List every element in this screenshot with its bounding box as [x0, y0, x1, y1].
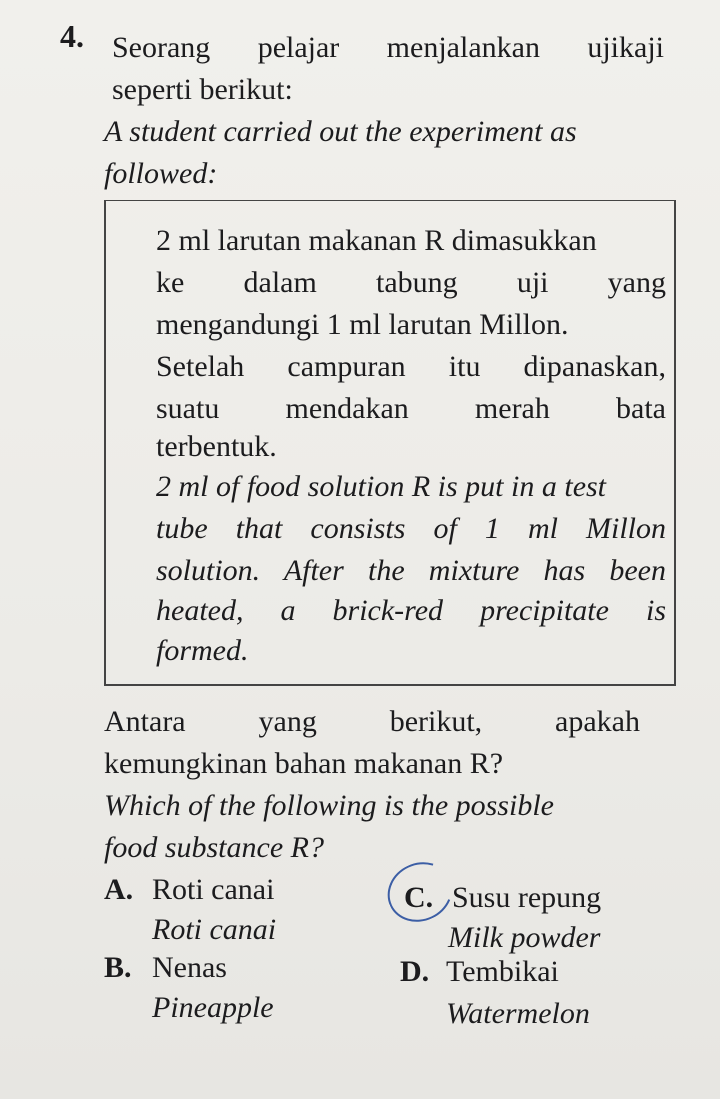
box-english-line-4: heated, a brick-red precipitate is: [156, 594, 666, 627]
box-malay-line-4: Setelah campuran itu dipanaskan,: [156, 350, 666, 383]
box-english-line-5: formed.: [156, 634, 249, 667]
box-malay-line-3: mengandungi 1 ml larutan Millon.: [156, 308, 569, 341]
option-a-malay: Roti canai: [152, 873, 275, 906]
option-b-letter: B.: [104, 951, 132, 984]
option-c-malay: Susu repung: [452, 881, 602, 914]
english-intro-line-2: followed:: [104, 157, 218, 190]
box-english-line-3: solution. After the mixture has been: [156, 554, 666, 587]
question-number: 4.: [60, 18, 84, 54]
box-malay-line-5: suatu mendakan merah bata: [156, 392, 666, 425]
malay-prompt-line-1: Antara yang berikut, apakah: [104, 705, 640, 738]
box-malay-line-6: terbentuk.: [156, 430, 277, 463]
box-malay-line-2: ke dalam tabung uji yang: [156, 266, 666, 299]
malay-prompt-line-2: kemungkinan bahan makanan R?: [104, 747, 504, 780]
malay-intro-line-2: seperti berikut:: [112, 73, 293, 106]
option-a-letter: A.: [104, 873, 134, 906]
box-malay-line-1: 2 ml larutan makanan R dimasukkan: [156, 224, 597, 257]
option-c-letter: C.: [404, 881, 434, 914]
option-d-english: Watermelon: [446, 997, 590, 1030]
option-b-english: Pineapple: [152, 991, 274, 1024]
english-prompt-line-2: food substance R?: [104, 831, 324, 864]
box-english-line-2: tube that consists of 1 ml Millon: [156, 512, 666, 545]
malay-intro-line-1: Seorang pelajar menjalankan ujikaji: [112, 31, 664, 64]
english-intro-line-1: A student carried out the experiment as: [104, 115, 577, 148]
option-c-english: Milk powder: [448, 921, 601, 954]
box-english-line-1: 2 ml of food solution R is put in a test: [156, 470, 607, 503]
english-prompt-line-1: Which of the following is the possible: [104, 789, 554, 822]
option-a-english: Roti canai: [152, 913, 277, 946]
option-d-letter: D.: [400, 955, 430, 988]
option-b-malay: Nenas: [152, 951, 227, 984]
experiment-box: [104, 200, 676, 686]
option-d-malay: Tembikai: [446, 955, 559, 988]
